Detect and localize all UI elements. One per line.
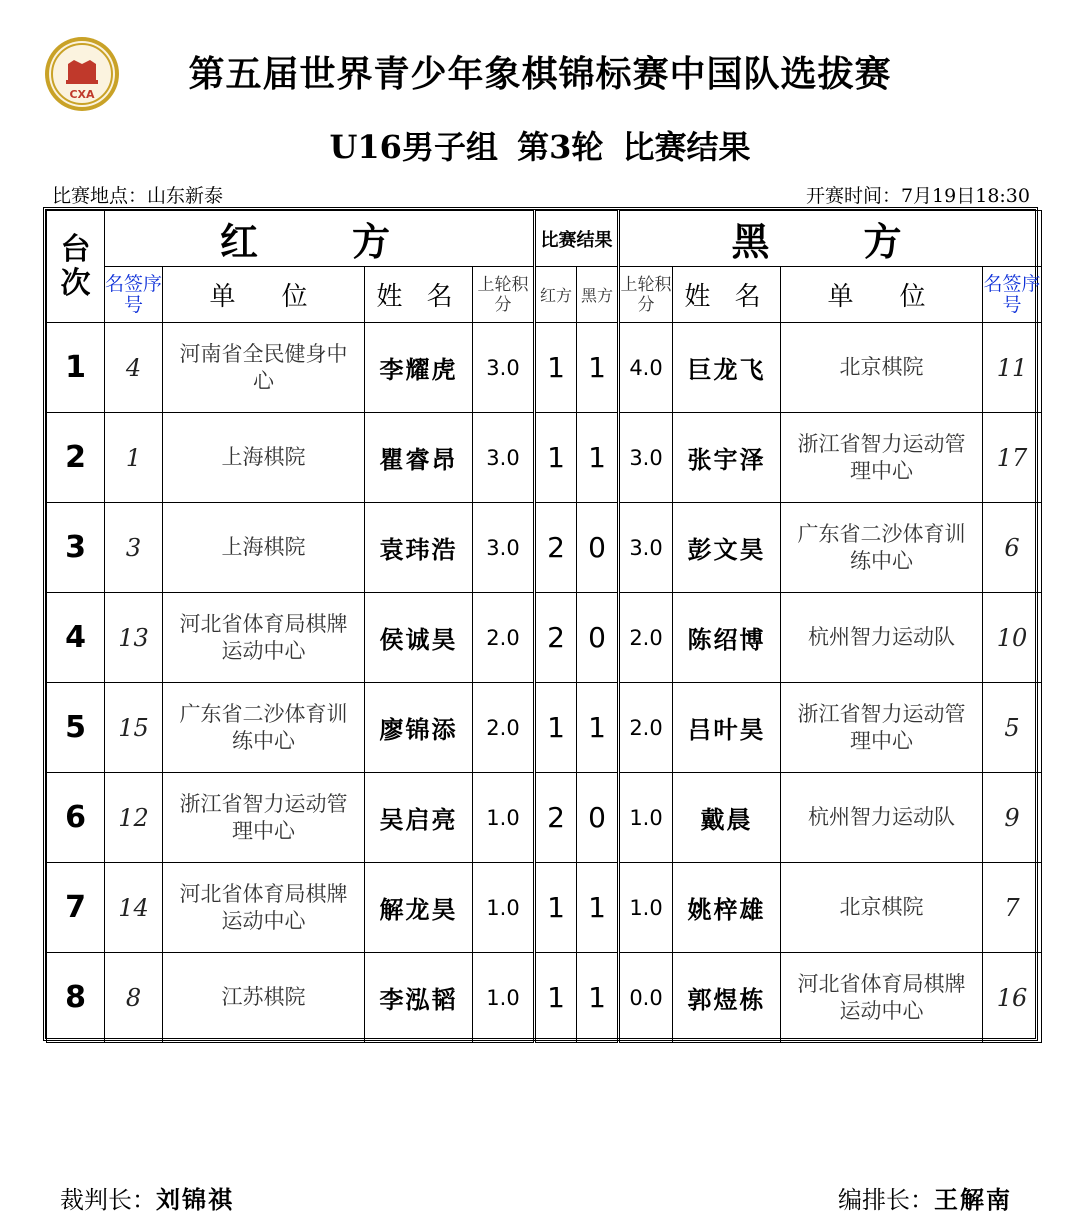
board-number: 3 [47,503,105,593]
red-seed: 14 [105,863,163,953]
black-unit-header: 单 位 [781,267,983,323]
red-unit: 浙江省智力运动管理中心 [163,773,365,863]
red-prev-score: 1.0 [473,773,535,863]
black-player-name: 巨龙飞 [673,323,781,413]
red-prev-score: 3.0 [473,413,535,503]
black-seed: 9 [983,773,1042,863]
red-seed: 13 [105,593,163,683]
black-name-header: 姓 名 [673,267,781,323]
red-unit: 上海棋院 [163,413,365,503]
board-number: 4 [47,593,105,683]
header-row-2 [47,267,1042,323]
board-header: 台次 [47,211,105,323]
red-result: 1 [535,863,577,953]
black-prev-score: 3.0 [619,503,673,593]
black-prev-score: 1.0 [619,863,673,953]
start-time-label: 开赛时间：7月19日18:30 [805,185,1030,207]
red-prev-header: 上轮积分 [473,267,535,323]
black-player-name: 彭文昊 [673,503,781,593]
black-prev-score: 1.0 [619,773,673,863]
black-prev-score: 2.0 [619,593,673,683]
black-seed: 6 [983,503,1042,593]
red-player-name: 李耀虎 [365,323,473,413]
board-number: 6 [47,773,105,863]
red-seed: 15 [105,683,163,773]
red-result: 2 [535,593,577,683]
red-seed: 12 [105,773,163,863]
venue-label: 比赛地点：山东新泰 [52,185,224,207]
black-player-name: 陈绍博 [673,593,781,683]
red-result: 1 [535,953,577,1043]
black-result: 1 [577,323,619,413]
black-result: 0 [577,773,619,863]
red-prev-score: 3.0 [473,503,535,593]
black-prev-score: 0.0 [619,953,673,1043]
red-player-name: 解龙昊 [365,863,473,953]
black-result: 0 [577,503,619,593]
red-player-name: 侯诚昊 [365,593,473,683]
board-number: 8 [47,953,105,1043]
black-seed: 10 [983,593,1042,683]
black-seed: 11 [983,323,1042,413]
red-prev-score: 2.0 [473,683,535,773]
board-number: 5 [47,683,105,773]
black-prev-header: 上轮积分 [619,267,673,323]
red-unit: 江苏棋院 [163,953,365,1043]
header-row-1 [47,211,1042,267]
black-unit: 浙江省智力运动管理中心 [781,413,983,503]
page-title: 第五届世界青少年象棋锦标赛中国队选拔赛 [188,53,892,95]
red-seed: 1 [105,413,163,503]
red-unit: 上海棋院 [163,503,365,593]
black-result: 1 [577,863,619,953]
black-player-name: 戴晨 [673,773,781,863]
black-unit: 北京棋院 [781,323,983,413]
black-prev-score: 3.0 [619,413,673,503]
table-row [47,503,1042,593]
result-header: 比赛结果 [535,211,619,267]
table-row [47,953,1042,1043]
red-player-name: 吴启亮 [365,773,473,863]
red-result: 2 [535,773,577,863]
black-player-name: 张宇泽 [673,413,781,503]
table-row [47,413,1042,503]
red-player-name: 袁玮浩 [365,503,473,593]
black-seed-header: 名签序号 [983,267,1042,323]
red-seed: 4 [105,323,163,413]
scheduler-label: 编排长： [838,1186,934,1214]
red-seed-header: 名签序号 [105,267,163,323]
black-seed: 17 [983,413,1042,503]
table-row [47,683,1042,773]
red-side-header: 红 方 [105,211,535,267]
page-subtitle: U16男子组 第3轮 比赛结果 [329,128,751,166]
scheduler-name: 王解南 [934,1185,1012,1214]
black-result: 1 [577,953,619,1043]
red-unit: 河北省体育局棋牌运动中心 [163,593,365,683]
referee-label: 裁判长： [60,1186,156,1214]
black-prev-score: 2.0 [619,683,673,773]
scheduler-signature [838,1180,1012,1215]
red-result: 1 [535,413,577,503]
red-unit: 广东省二沙体育训练中心 [163,683,365,773]
black-result: 1 [577,413,619,503]
results-table [43,207,1041,1041]
black-unit: 浙江省智力运动管理中心 [781,683,983,773]
red-prev-score: 2.0 [473,593,535,683]
table-row [47,593,1042,683]
referee-signature [60,1180,234,1215]
logo-text: CXA [69,88,95,101]
red-prev-score: 3.0 [473,323,535,413]
black-prev-score: 4.0 [619,323,673,413]
red-name-header: 姓 名 [365,267,473,323]
black-unit: 杭州智力运动队 [781,593,983,683]
red-player-name: 廖锦添 [365,683,473,773]
black-unit: 广东省二沙体育训练中心 [781,503,983,593]
red-prev-score: 1.0 [473,953,535,1043]
black-player-name: 郭煜栋 [673,953,781,1043]
red-result: 1 [535,683,577,773]
table-row [47,863,1042,953]
table-row [47,773,1042,863]
red-seed: 8 [105,953,163,1043]
red-result-header: 红方 [535,267,577,323]
black-player-name: 姚梓雄 [673,863,781,953]
red-player-name: 瞿睿昂 [365,413,473,503]
black-result: 1 [577,683,619,773]
red-result: 2 [535,503,577,593]
red-player-name: 李泓韬 [365,953,473,1043]
black-unit: 杭州智力运动队 [781,773,983,863]
black-unit: 北京棋院 [781,863,983,953]
red-result: 1 [535,323,577,413]
black-seed: 16 [983,953,1042,1043]
black-result: 0 [577,593,619,683]
red-prev-score: 1.0 [473,863,535,953]
red-unit-header: 单 位 [163,267,365,323]
red-unit: 河南省全民健身中心 [163,323,365,413]
table-row [47,323,1042,413]
black-side-header: 黑 方 [619,211,1042,267]
black-seed: 7 [983,863,1042,953]
black-player-name: 吕叶昊 [673,683,781,773]
board-number: 7 [47,863,105,953]
red-unit: 河北省体育局棋牌运动中心 [163,863,365,953]
black-result-header: 黑方 [577,267,619,323]
black-seed: 5 [983,683,1042,773]
referee-name: 刘锦祺 [156,1185,234,1214]
black-unit: 河北省体育局棋牌运动中心 [781,953,983,1043]
red-seed: 3 [105,503,163,593]
board-number: 2 [47,413,105,503]
board-number: 1 [47,323,105,413]
